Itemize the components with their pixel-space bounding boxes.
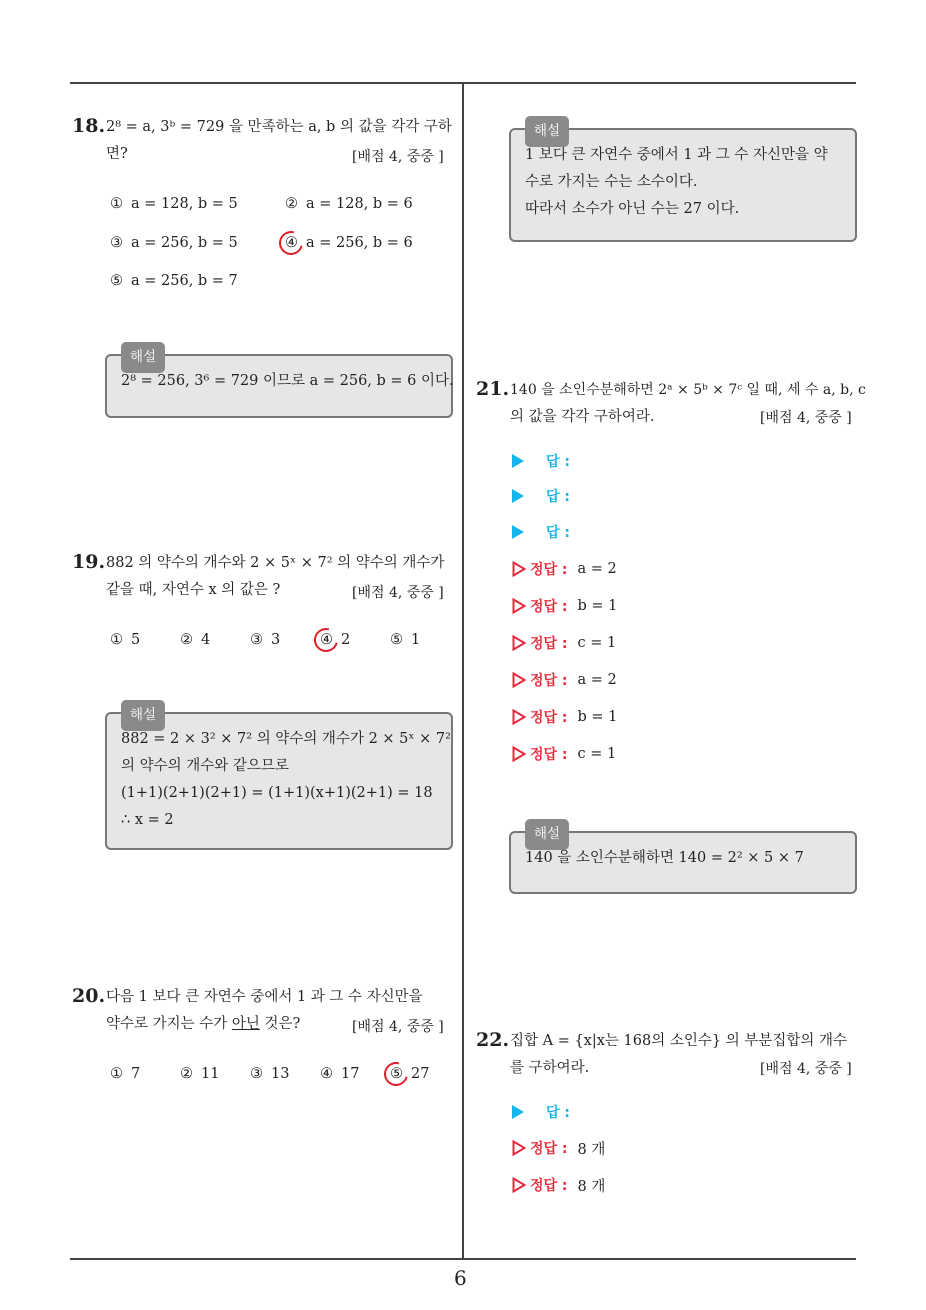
- answer-arrow-icon: [512, 454, 524, 468]
- q18-number: 18.: [72, 115, 106, 137]
- answer-arrow-icon: [512, 1105, 524, 1119]
- q18-solution-box: [105, 349, 454, 418]
- q19-option-5[interactable]: ⑤ 1: [390, 632, 421, 648]
- q22-number: 22.: [476, 1029, 510, 1051]
- correct-arrow-icon: [512, 1140, 526, 1156]
- bottom-rule: [70, 1258, 856, 1260]
- q18-solution-tag: 해설: [121, 342, 165, 373]
- q20-number: 20.: [72, 985, 106, 1007]
- q22-answer-row-1[interactable]: 답 :: [512, 1101, 570, 1123]
- q20-option-2[interactable]: ② 11: [180, 1066, 220, 1082]
- q20-solution-line3: 따라서 소수가 아닌 수는 27 이다.: [525, 201, 740, 217]
- q20-solution-line2: 수로 가지는 수는 소수이다.: [525, 174, 698, 190]
- page-number: 6: [454, 1266, 467, 1290]
- q21-correct-row-6: 정답 : c = 1: [512, 743, 616, 765]
- q22-correct-row-2: 정답 : 8 개: [512, 1174, 605, 1196]
- q21-answer-row-1[interactable]: 답 :: [512, 450, 570, 472]
- q20-text-line2: 약수로 가지는 수가 아닌 것은?: [106, 1016, 301, 1032]
- q20-option-1[interactable]: ① 7: [110, 1066, 141, 1082]
- correct-arrow-icon: [512, 746, 526, 762]
- q21-number: 21.: [476, 378, 510, 400]
- q20-underlined-word: 아닌: [231, 1016, 260, 1032]
- q21-answer-row-3[interactable]: 답 :: [512, 521, 570, 543]
- correct-arrow-icon: [512, 709, 526, 725]
- q20-solution-tag: 해설: [525, 116, 569, 147]
- q19-option-2[interactable]: ② 4: [180, 632, 211, 648]
- correct-arrow-icon: [512, 598, 526, 614]
- q20-option-5[interactable]: ⑤ 27: [390, 1066, 430, 1082]
- q19-solution-tag: 해설: [121, 700, 165, 731]
- q22-correct-row-1: 정답 : 8 개: [512, 1137, 605, 1159]
- q19-solution-box: [105, 707, 453, 850]
- answer-arrow-icon: [512, 489, 524, 503]
- q21-correct-row-5: 정답 : b = 1: [512, 706, 617, 728]
- q20-option-3[interactable]: ③ 13: [250, 1066, 290, 1082]
- q21-meta: [배점 4, 중중 ]: [760, 410, 852, 426]
- correct-arrow-icon: [512, 635, 526, 651]
- q22-text-line2: 를 구하여라.: [510, 1060, 590, 1076]
- q20-option-4[interactable]: ④ 17: [320, 1066, 360, 1082]
- q20-answer-circle-icon: [380, 1058, 413, 1091]
- q19-text-line2: 같을 때, 자연수 x 의 값은 ?: [106, 582, 281, 598]
- q21-text-line2: 의 값을 각각 구하여라.: [510, 409, 655, 425]
- q21-solution-box: [509, 826, 857, 894]
- q20-solution-box: [509, 123, 857, 242]
- q21-solution-tag: 해설: [525, 819, 569, 850]
- q21-correct-row-2: 정답 : b = 1: [512, 595, 617, 617]
- q18-solution-line1: 2⁸ = 256, 3⁶ = 729 이므로 a = 256, b = 6 이다.: [121, 373, 454, 389]
- q19-solution-line2: 의 약수의 개수와 같으므로: [121, 758, 289, 774]
- q21-text-line1: 140 을 소인수분해하면 2ᵃ × 5ᵇ × 7ᶜ 일 때, 세 수 a, b, c: [510, 382, 866, 398]
- q19-solution-line3: (1+1)(2+1)(2+1) = (1+1)(x+1)(2+1) = 18: [121, 785, 433, 801]
- q18-option-1[interactable]: ① a = 128, b = 5: [110, 196, 238, 212]
- q21-solution-line1: 140 을 소인수분해하면 140 = 2² × 5 × 7: [525, 850, 804, 866]
- q19-number: 19.: [72, 551, 106, 573]
- column-divider: [462, 83, 464, 1260]
- correct-arrow-icon: [512, 561, 526, 577]
- q18-text-line1: 2⁸ = a, 3ᵇ = 729 을 만족하는 a, b 의 값을 각각 구하: [106, 119, 452, 135]
- q18-text-line2: 면?: [106, 146, 128, 162]
- q18-meta: [배점 4, 중중 ]: [352, 149, 444, 165]
- correct-arrow-icon: [512, 672, 526, 688]
- q18-option-2[interactable]: ② a = 128, b = 6: [285, 196, 413, 212]
- q20-meta: [배점 4, 중중 ]: [352, 1019, 444, 1035]
- q21-correct-row-1: 정답 : a = 2: [512, 558, 617, 580]
- q20-text-line1: 다음 1 보다 큰 자연수 중에서 1 과 그 수 자신만을: [106, 989, 423, 1005]
- q19-answer-circle-icon: [310, 624, 343, 657]
- q21-correct-row-3: 정답 : c = 1: [512, 632, 616, 654]
- answer-arrow-icon: [512, 525, 524, 539]
- q21-answer-row-2[interactable]: 답 :: [512, 485, 570, 507]
- q19-option-1[interactable]: ① 5: [110, 632, 141, 648]
- q18-option-4[interactable]: ④ a = 256, b = 6: [285, 235, 413, 251]
- q22-text-line1: 집합 A = {x|x는 168의 소인수} 의 부분집합의 개수: [510, 1033, 847, 1049]
- q19-solution-line1: 882 = 2 × 3² × 7² 의 약수의 개수가 2 × 5ˣ × 7²: [121, 731, 451, 747]
- q18-option-3[interactable]: ③ a = 256, b = 5: [110, 235, 238, 251]
- correct-arrow-icon: [512, 1177, 526, 1193]
- q20-solution-line1: 1 보다 큰 자연수 중에서 1 과 그 수 자신만을 약: [525, 147, 828, 163]
- q19-solution-line4: ∴ x = 2: [121, 812, 174, 828]
- q18-option-5[interactable]: ⑤ a = 256, b = 7: [110, 273, 238, 289]
- q19-option-3[interactable]: ③ 3: [250, 632, 281, 648]
- q18-answer-circle-icon: [275, 227, 308, 260]
- q19-text-line1: 882 의 약수의 개수와 2 × 5ˣ × 7² 의 약수의 개수가: [106, 555, 445, 571]
- q19-option-4[interactable]: ④ 2: [320, 632, 351, 648]
- q22-meta: [배점 4, 중중 ]: [760, 1061, 852, 1077]
- q19-meta: [배점 4, 중중 ]: [352, 585, 444, 601]
- q21-correct-row-4: 정답 : a = 2: [512, 669, 617, 691]
